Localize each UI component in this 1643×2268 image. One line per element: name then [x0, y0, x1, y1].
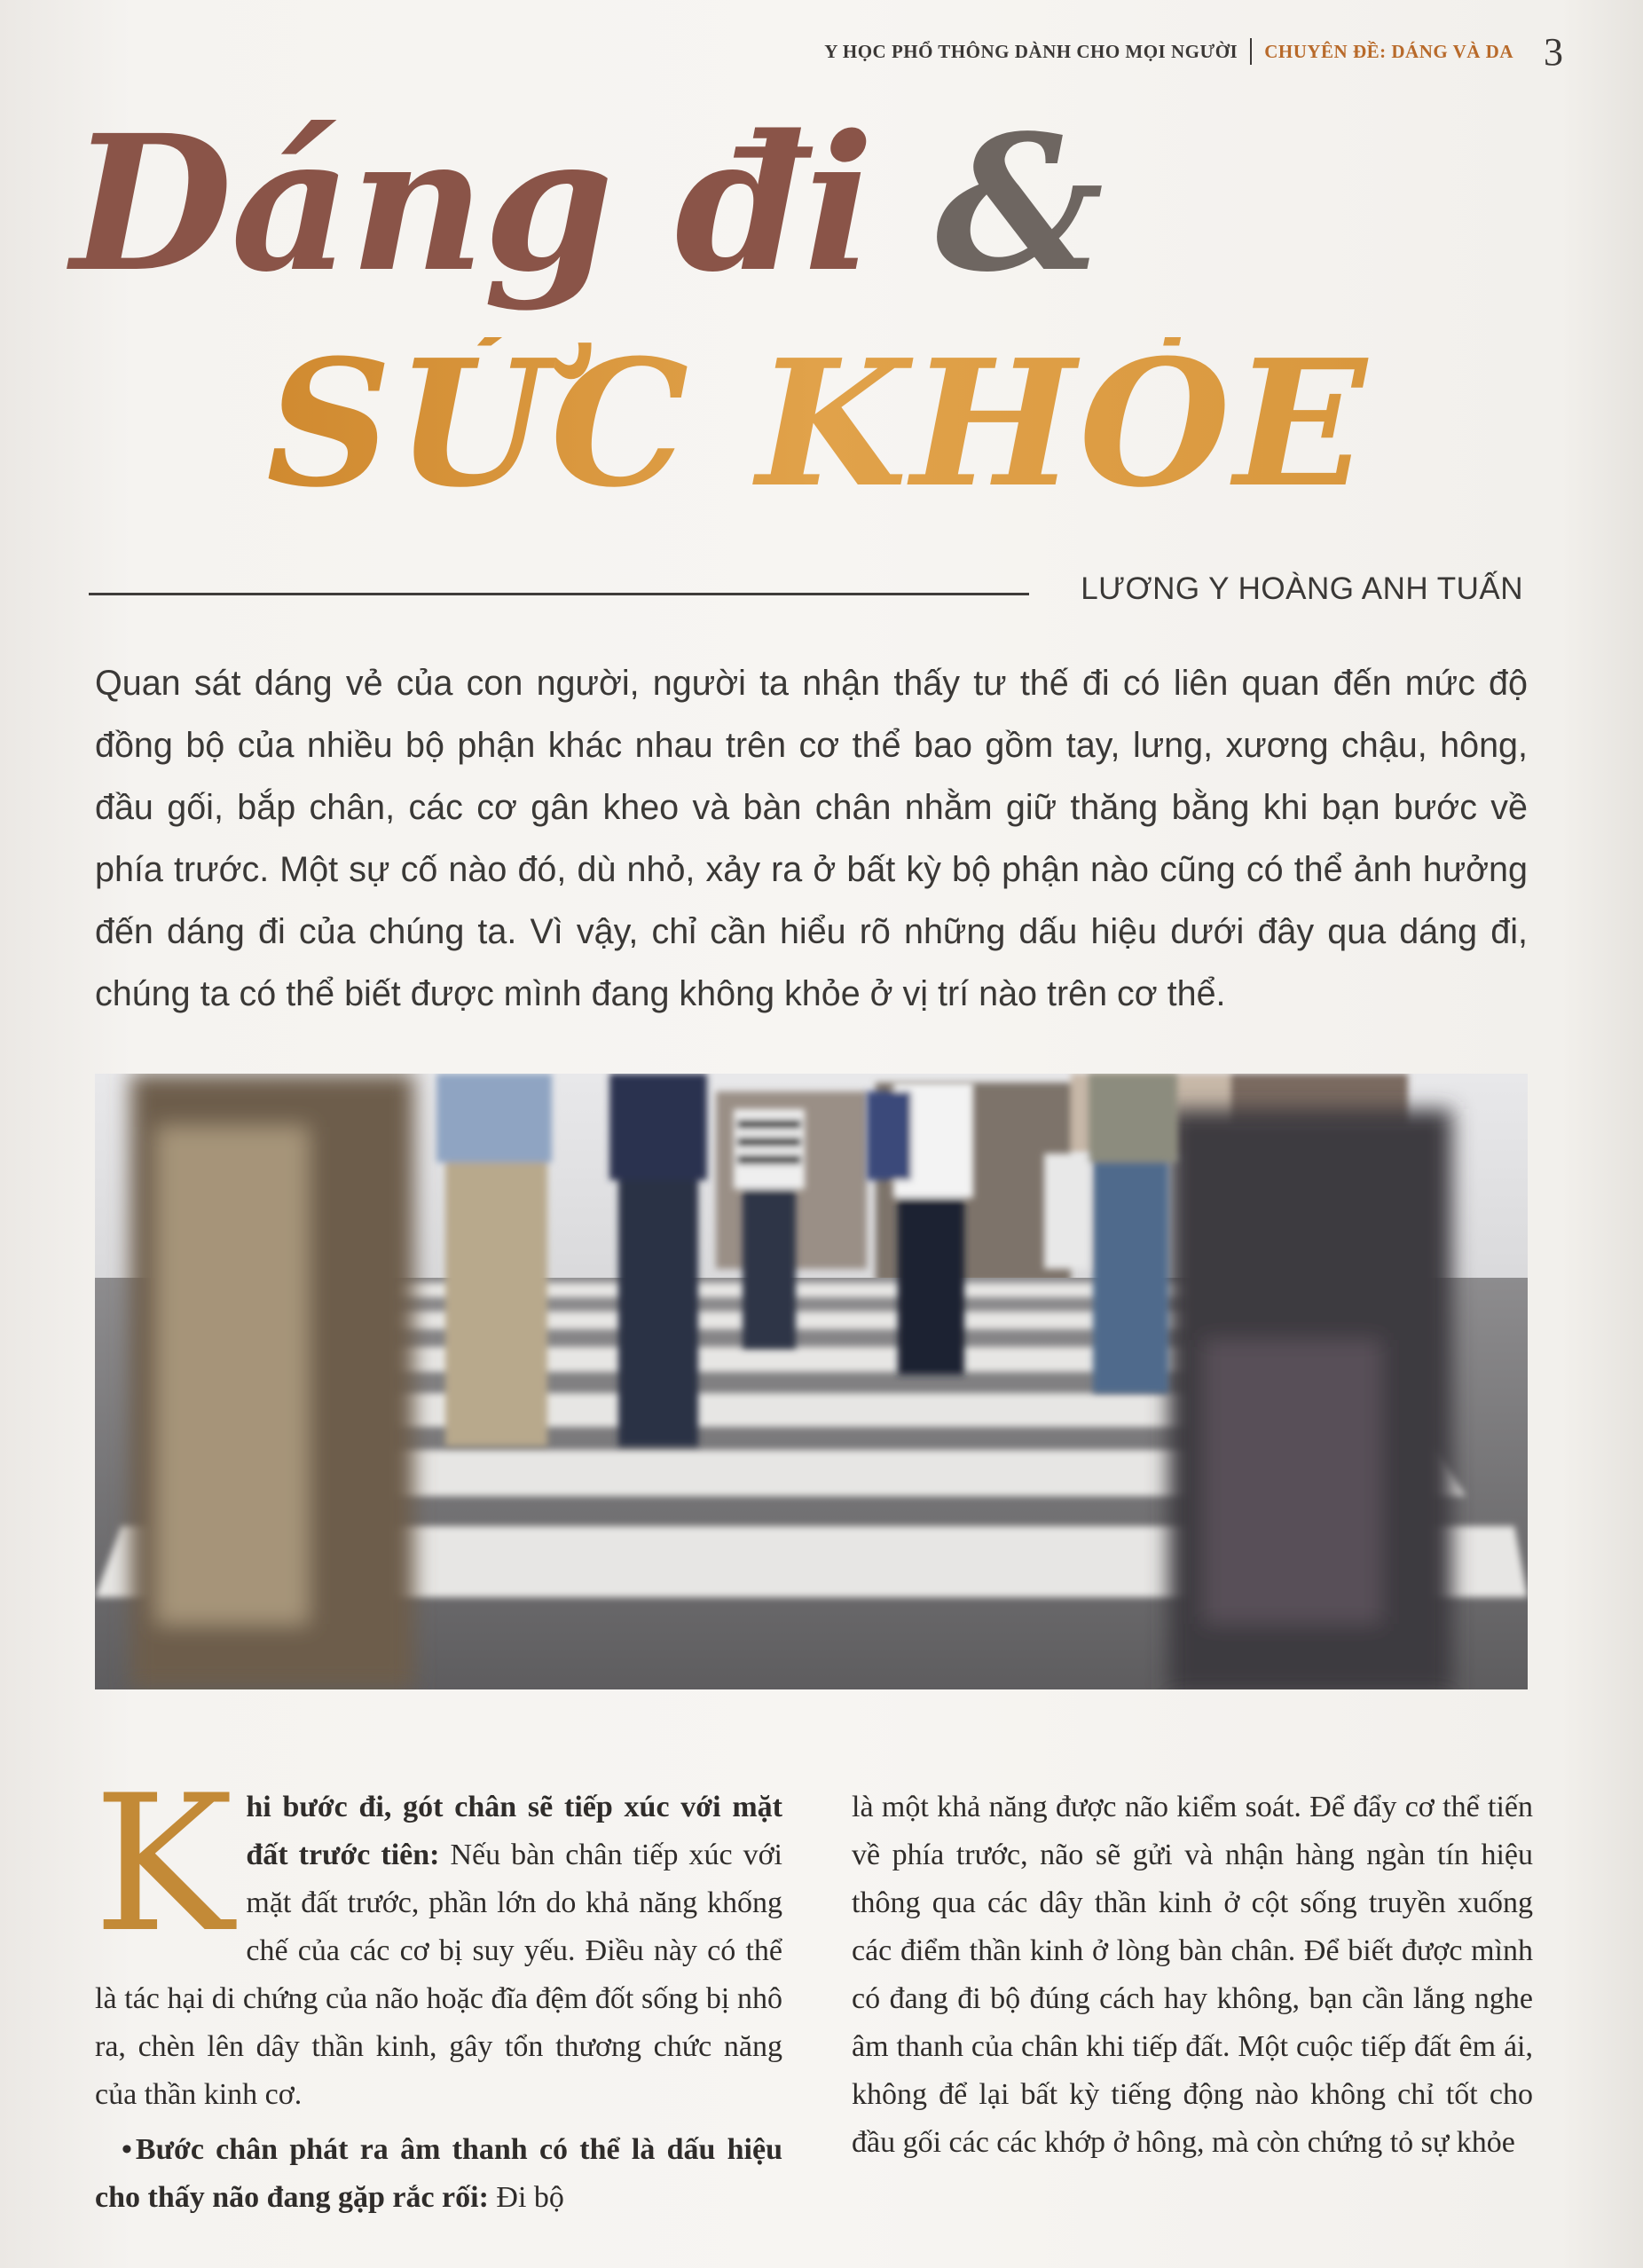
article-title-line1 [71, 94, 1103, 313]
lead-paragraph: Quan sát dáng vẻ của con người, người ta nhận thấy tư thế đi có liên quan đến mức độ đồng bộ của nhiều bộ phận khác nhau trên cơ thể bao gồm tay, lưng, xương chậu, hông, đầu gối, bắp chân, các cơ gân kheo và bàn chân nhằm giữ thăng bằng khi bạn bước về phía trước. Một sự cố nào đó, dù nhỏ, xảy ra ở bất kỳ bộ phận nào cũng có thể ảnh hưởng đến dáng đi của chúng ta. Vì vậy, chỉ cần hiểu rõ những dấu hiệu dưới đây qua dáng đi, chúng ta có thể biết được mình đang không khỏe ở vị trí nào trên cơ thể. [95, 664, 1528, 1013]
title-ampersand: & [935, 94, 1103, 313]
topic-label: CHUYÊN ĐỀ: DÁNG VÀ DA [1264, 40, 1513, 62]
byline-rule [89, 593, 1029, 595]
title-words: Dáng đi [71, 94, 873, 313]
paragraph-2-heading: Bước chân phát ra âm thanh có thể là dấu hiệu cho thấy não đang gặp rắc rối: [95, 2133, 782, 2214]
bullet-glyph: • [122, 2133, 132, 2166]
body-paragraph-3: là một khả năng được não kiểm soát. Để đẩy cơ thể tiến về phía trước, não sẽ gửi và nhận hàng ngàn tín hiệu thông qua các dây thần kinh ở cột sống truyền xuống các điểm thần kinh ở lòng bàn chân. Để biết được mình có đang đi bộ đúng cách hay không, bạn cần lắng nghe âm thanh của chân khi tiếp đất. Một cuộc tiếp đất êm ái, không để lại bất kỳ tiếng động nào không chỉ tốt cho đầu gối các các khớp ở hông, mà còn chứng tỏ sự khỏe [852, 1791, 1533, 2159]
paragraph-1-text: Nếu bàn chân tiếp xúc với mặt đất trước, phần lớn do khả năng khống chế của các cơ bị suy yếu. Điều này có thể là tác hại di chứng của não hoặc đĩa đệm đốt sống bị nhô ra, chèn lên dây thần kinh, gây tổn thương chức năng của thần kinh cơ. [95, 1839, 782, 2111]
crosswalk-photo-illustration [95, 1074, 1528, 1689]
running-header [824, 25, 1563, 78]
paragraph-2-text: Đi bộ [488, 2181, 564, 2214]
pedestrian-crosswalk-photo [95, 1074, 1528, 1689]
magazine-name: Y HỌC PHỔ THÔNG DÀNH CHO MỌI NGƯỜI [824, 40, 1238, 62]
author-byline: LƯƠNG Y HOÀNG ANH TUẤN [1081, 571, 1523, 606]
article-title-line2: SỨC KHỎE [266, 322, 1371, 526]
body-column-right [852, 1784, 1533, 2174]
body-column-left [93, 1754, 782, 2229]
body-paragraph-2 [95, 2126, 782, 2222]
page-number: 3 [1544, 29, 1563, 74]
drop-cap: K [93, 1754, 234, 1973]
paragraph-1-heading: hi bước đi, gót chân sẽ tiếp xúc với mặt đất trước tiên: [246, 1791, 782, 1871]
header-divider [1250, 38, 1252, 65]
